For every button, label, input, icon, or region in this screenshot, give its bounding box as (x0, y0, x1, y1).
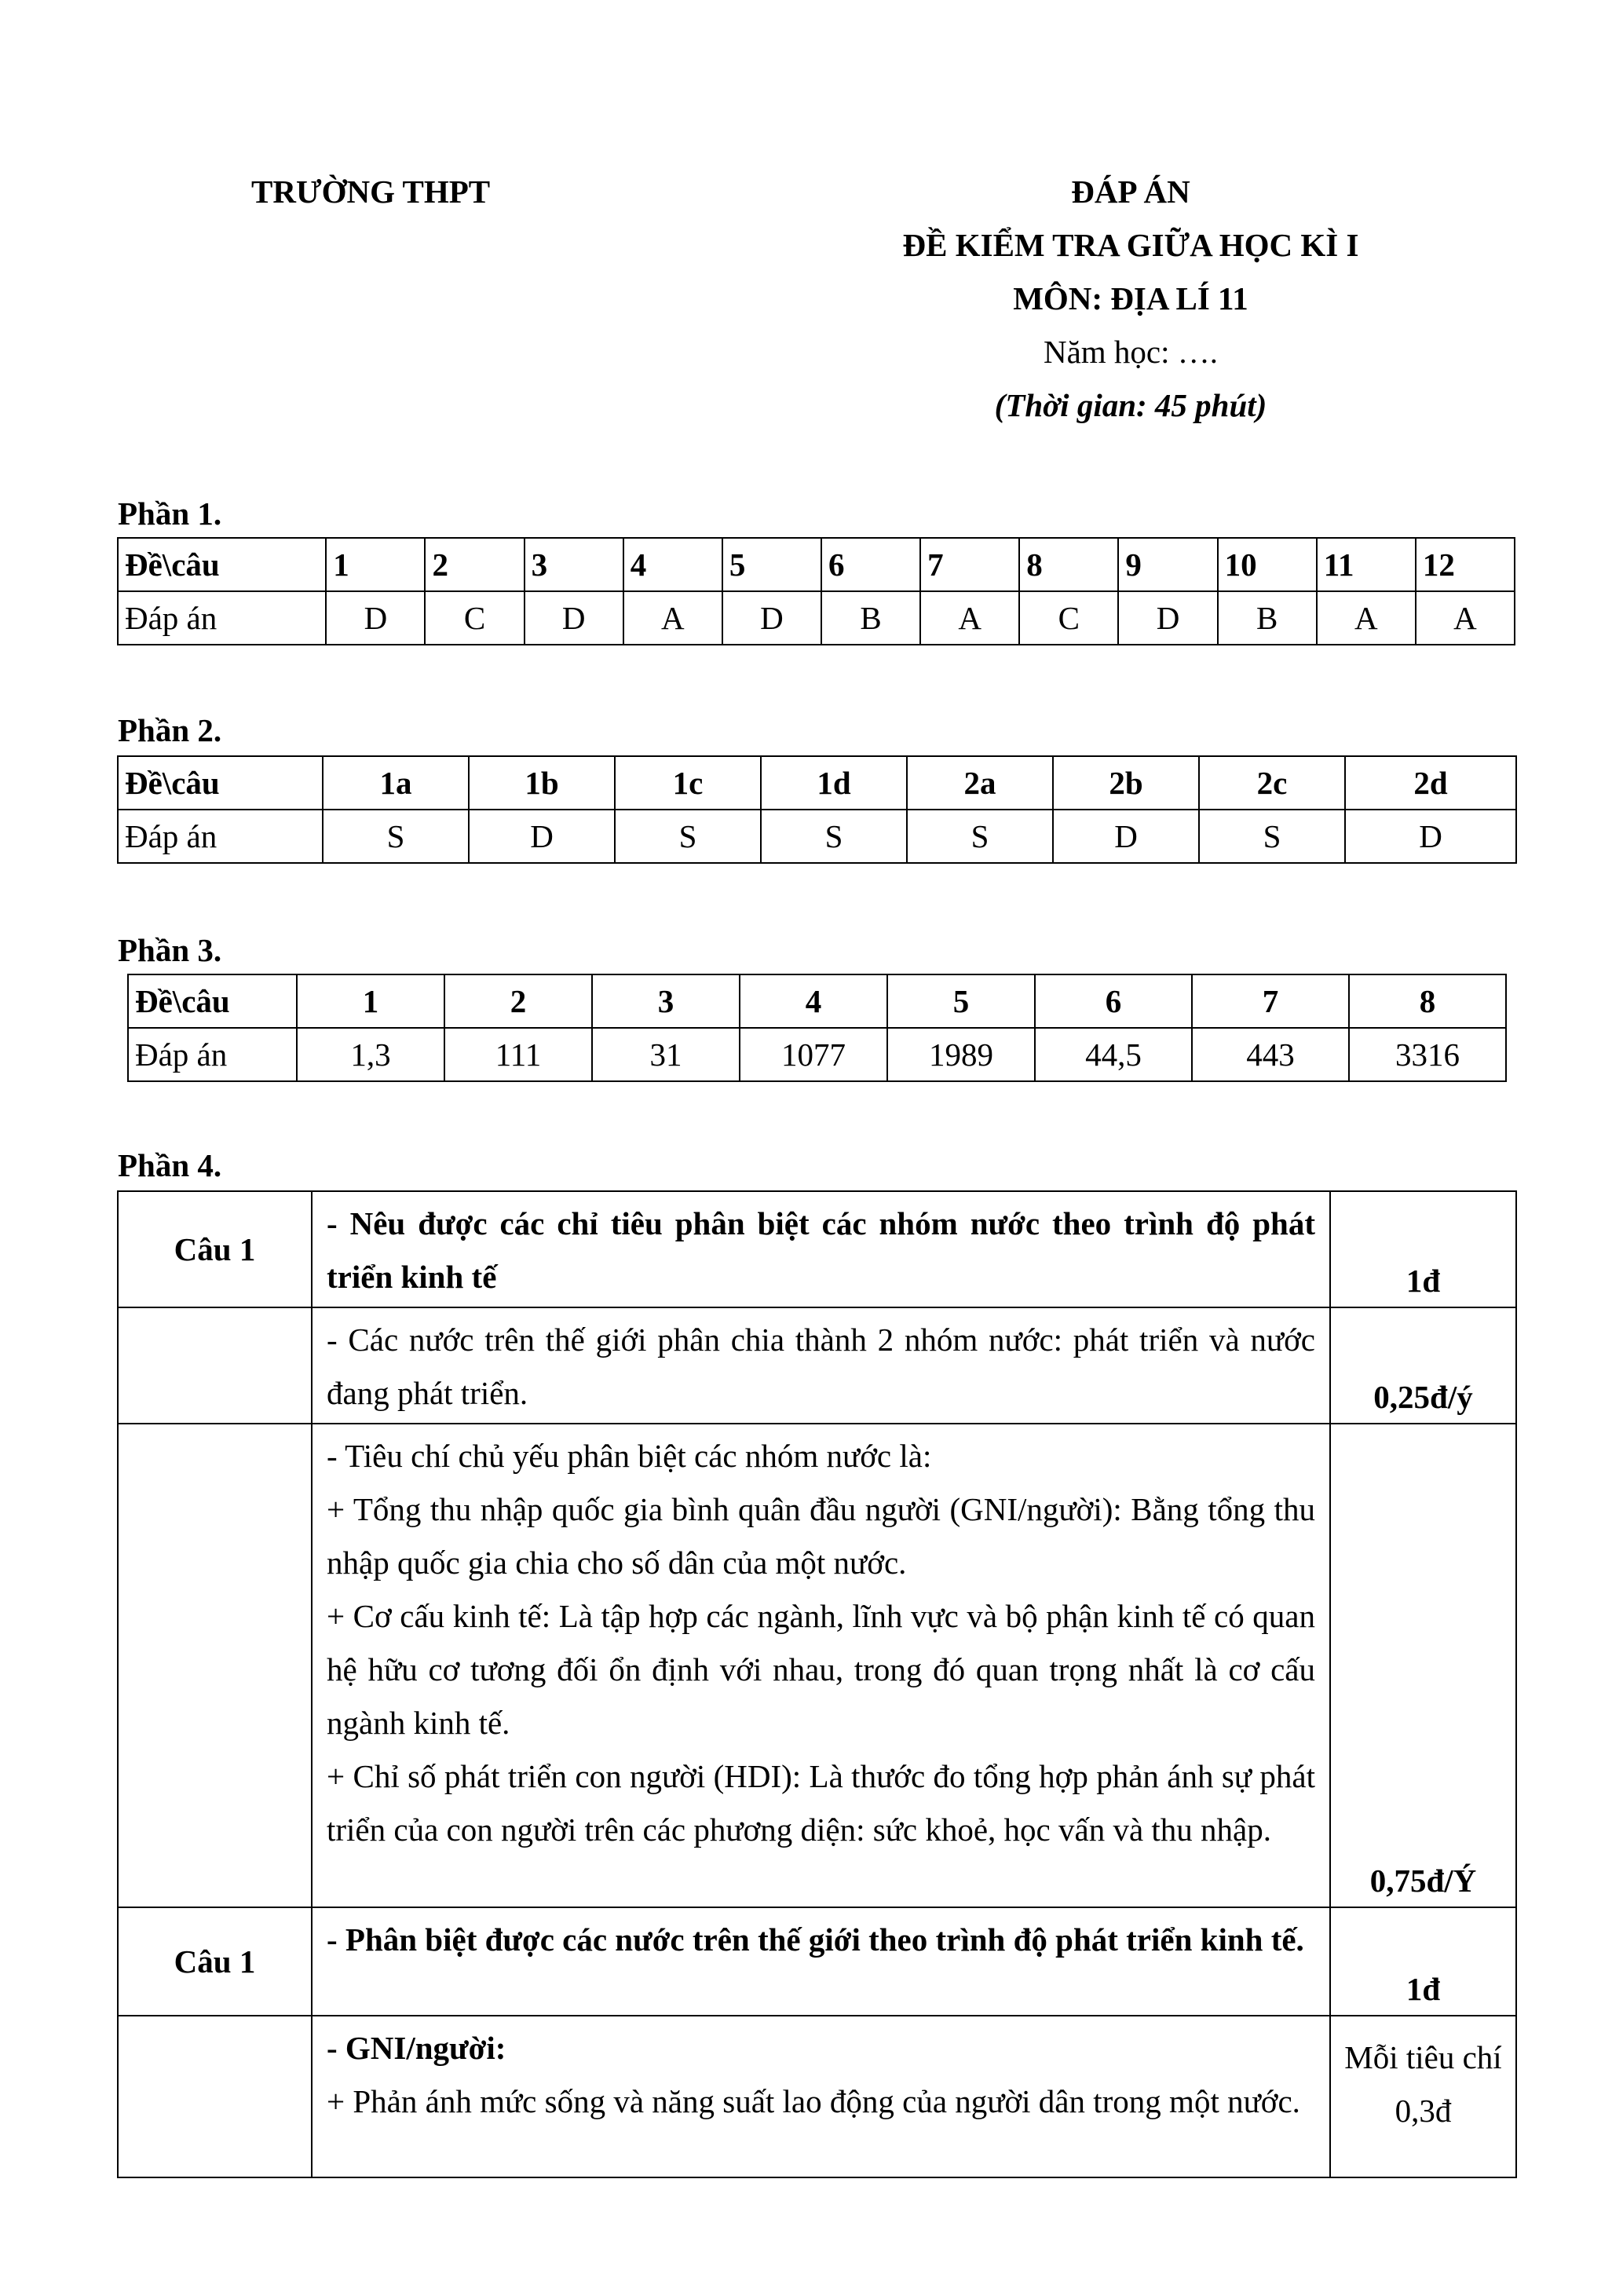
school-year: Năm học: …. (1043, 334, 1219, 370)
part2-a: D (469, 810, 615, 863)
part3-q: 5 (887, 974, 1035, 1028)
part4-table (117, 1190, 1517, 2178)
part1-q: 2 (425, 538, 524, 591)
part4-question-label (118, 2016, 312, 2177)
part4-question-label (118, 1307, 312, 1424)
answer-key-title: ĐÁP ÁN (1071, 174, 1190, 210)
part2-a: S (761, 810, 907, 863)
part4-content (312, 1307, 1330, 1424)
part4-line: - GNI/người: (327, 2030, 506, 2066)
part3-a: 443 (1192, 1028, 1349, 1081)
part4-line: - Các nước trên thế giới phân chia thành 2 nhóm nước: phát triển và nước đang phát triển. (327, 1322, 1315, 1411)
part2-a: D (1053, 810, 1199, 863)
exam-title: ĐỀ KIỂM TRA GIỮA HỌC KÌ I (902, 227, 1359, 263)
part2-row-head: Đề\câu (118, 756, 323, 810)
part1-q: 10 (1218, 538, 1317, 591)
part4-row (118, 2016, 1516, 2177)
part3-a: 1,3 (297, 1028, 444, 1081)
part2-title: Phần 2. (118, 712, 222, 748)
part2-q: 2b (1053, 756, 1199, 810)
subject-title: MÔN: ĐỊA LÍ 11 (1013, 280, 1248, 316)
part3-a: 1077 (740, 1028, 887, 1081)
part1-a: A (920, 591, 1019, 645)
part2-answer-row (118, 810, 1516, 863)
part2-a: S (907, 810, 1053, 863)
part1-question-row (118, 538, 1515, 591)
part1-row-head: Đề\câu (118, 538, 326, 591)
part1-a: A (623, 591, 722, 645)
part4-row (118, 1424, 1516, 1907)
part1-table (117, 537, 1515, 645)
part1-q: 3 (525, 538, 623, 591)
part1-a: A (1416, 591, 1515, 645)
part1-q: 5 (722, 538, 821, 591)
part2-table (117, 755, 1517, 864)
part4-line: - Nêu được các chỉ tiêu phân biệt các nhóm nước theo trình độ phát triển kinh tế (327, 1205, 1315, 1295)
part3-q: 6 (1035, 974, 1192, 1028)
part1-a: D (722, 591, 821, 645)
part3-row-head: Đề\câu (128, 974, 297, 1028)
part1-a: C (425, 591, 524, 645)
part3-a: 44,5 (1035, 1028, 1192, 1081)
part4-row (118, 1307, 1516, 1424)
part4-title: Phần 4. (118, 1147, 222, 1183)
part4-content (312, 2016, 1330, 2177)
part4-content (312, 1191, 1330, 1307)
part3-row-ans: Đáp án (128, 1028, 297, 1081)
part3-q: 8 (1349, 974, 1506, 1028)
part4-question-label (118, 1424, 312, 1907)
part4-points: 0,25đ/ý (1330, 1307, 1516, 1424)
part4-points: 1đ (1330, 1907, 1516, 2016)
part1-title: Phần 1. (118, 495, 222, 532)
part2-a: S (615, 810, 761, 863)
part2-q: 1b (469, 756, 615, 810)
part4-content (312, 1907, 1330, 2016)
part3-a: 31 (592, 1028, 740, 1081)
part2-q: 1c (615, 756, 761, 810)
part4-line: - Phân biệt được các nước trên thế giới theo trình độ phát triển kinh tế. (327, 1921, 1304, 1958)
part2-q: 2d (1345, 756, 1516, 810)
part1-a: A (1317, 591, 1416, 645)
school-name: TRƯỜNG THPT (251, 174, 491, 210)
part4-line: + Phản ánh mức sống và năng suất lao động của người dân trong một nước. (327, 2083, 1300, 2119)
part1-q: 8 (1019, 538, 1118, 591)
part4-row (118, 1191, 1516, 1307)
part1-q: 11 (1317, 538, 1416, 591)
part4-points: 0,75đ/Ý (1330, 1424, 1516, 1907)
part2-a: D (1345, 810, 1516, 863)
part1-a: C (1019, 591, 1118, 645)
part4-line: + Chỉ số phát triển con người (HDI): Là thước đo tổng hợp phản ánh sự phát triển của con người trên các phương diện: sức khoẻ, học vấn và thu nhập. (327, 1758, 1315, 1848)
part4-line: + Cơ cấu kinh tế: Là tập hợp các ngành, lĩnh vực và bộ phận kinh tế có quan hệ hữu cơ tương đối ổn định với nhau, trong đó quan trọng nhất là cơ cấu ngành kinh tế. (327, 1598, 1315, 1741)
part1-a: D (525, 591, 623, 645)
part3-q: 7 (1192, 974, 1349, 1028)
part1-q: 7 (920, 538, 1019, 591)
part3-q: 3 (592, 974, 740, 1028)
part1-a: D (1118, 591, 1217, 645)
part3-title: Phần 3. (118, 932, 222, 968)
part1-q: 9 (1118, 538, 1217, 591)
part1-a: D (326, 591, 425, 645)
part1-q: 1 (326, 538, 425, 591)
part4-points: 1đ (1330, 1191, 1516, 1307)
part3-q: 1 (297, 974, 444, 1028)
part4-row (118, 1907, 1516, 2016)
part1-q: 4 (623, 538, 722, 591)
part3-a: 111 (444, 1028, 592, 1081)
part2-q: 2c (1199, 756, 1345, 810)
part4-points: Mỗi tiêu chí 0,3đ (1330, 2016, 1516, 2177)
part4-question-label: Câu 1 (118, 1907, 312, 2016)
part3-q: 2 (444, 974, 592, 1028)
part1-a: B (1218, 591, 1317, 645)
part1-q: 6 (821, 538, 920, 591)
part2-row-ans: Đáp án (118, 810, 323, 863)
part2-q: 1a (323, 756, 469, 810)
part3-table (127, 974, 1507, 1082)
part2-q: 1d (761, 756, 907, 810)
part4-line: - Tiêu chí chủ yếu phân biệt các nhóm nước là: (327, 1438, 932, 1474)
part1-a: B (821, 591, 920, 645)
part4-line: + Tổng thu nhập quốc gia bình quân đầu người (GNI/người): Bằng tổng thu nhập quốc gia chia cho số dân của một nước. (327, 1491, 1315, 1581)
part3-a: 3316 (1349, 1028, 1506, 1081)
part4-question-label: Câu 1 (118, 1191, 312, 1307)
part3-answer-row (128, 1028, 1506, 1081)
part2-a: S (1199, 810, 1345, 863)
part3-question-row (128, 974, 1506, 1028)
part1-row-ans: Đáp án (118, 591, 326, 645)
exam-duration: (Thời gian: 45 phút) (994, 387, 1267, 423)
part2-question-row (118, 756, 1516, 810)
part3-q: 4 (740, 974, 887, 1028)
part3-a: 1989 (887, 1028, 1035, 1081)
part1-answer-row (118, 591, 1515, 645)
part4-content (312, 1424, 1330, 1907)
part2-a: S (323, 810, 469, 863)
part1-q: 12 (1416, 538, 1515, 591)
part2-q: 2a (907, 756, 1053, 810)
